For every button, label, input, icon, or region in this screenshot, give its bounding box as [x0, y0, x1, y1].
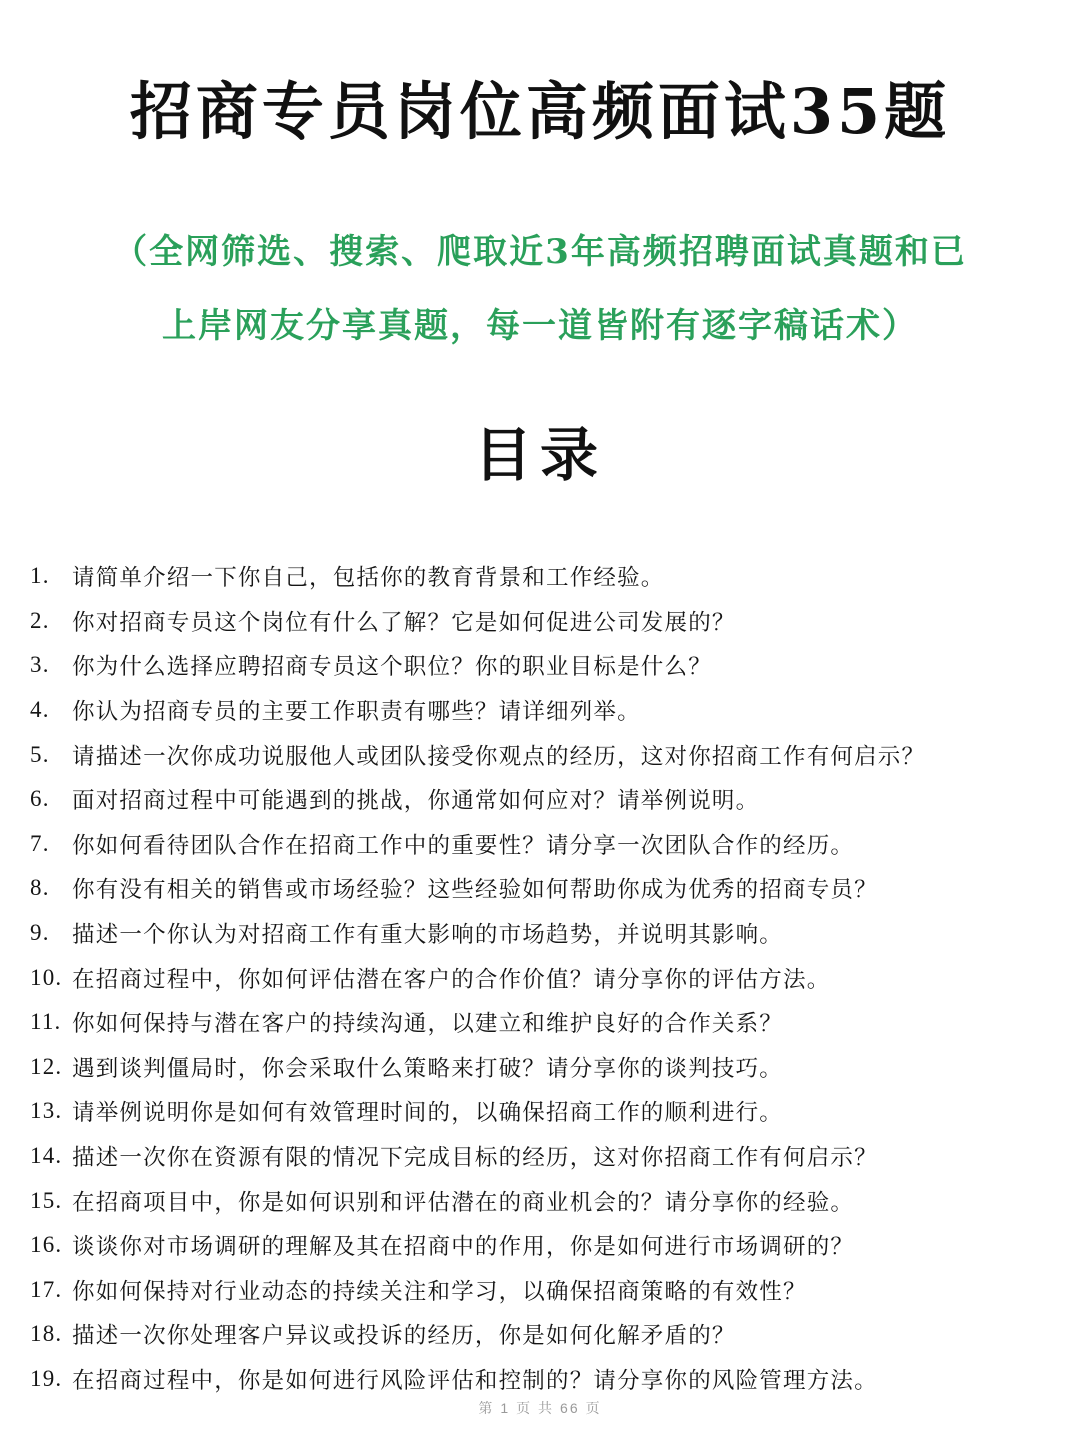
toc-item [30, 688, 1060, 733]
toc-item [30, 732, 1060, 777]
toc-item-text: 请描述一次你成功说服他人或团队接受你观点的经历，这对你招商工作有何启示？ [72, 743, 926, 770]
toc-item-text: 谈谈你对市场调研的理解及其在招商中的作用，你是如何进行市场调研的？ [72, 1234, 855, 1261]
toc-item-text: 你如何看待团队合作在招商工作中的重要性？请分享一次团队合作的经历。 [72, 832, 855, 859]
toc-item-number: 2. [30, 607, 50, 633]
toc-item [30, 955, 1060, 1000]
subtitle-line-2: 上岸网友分享真题，每一道皆附有逐字稿话术） [162, 306, 918, 346]
footer-prefix: 第 [478, 1400, 495, 1416]
toc-item [30, 1134, 1060, 1179]
toc-item-number: 15. [30, 1187, 63, 1213]
toc-item [30, 1357, 1060, 1402]
toc-item-text: 你有没有相关的销售或市场经验？这些经验如何帮助你成为优秀的招商专员？ [72, 877, 878, 904]
toc-item-number: 16. [30, 1232, 63, 1258]
toc-item-number: 19. [30, 1365, 63, 1391]
toc-item [30, 1045, 1060, 1090]
toc-item [30, 1268, 1060, 1313]
toc-item-number: 8. [30, 875, 50, 901]
toc-item-text: 描述一次你在资源有限的情况下完成目标的经历，这对你招商工作有何启示？ [72, 1145, 878, 1172]
toc-item-number: 13. [30, 1098, 63, 1124]
toc-item-number: 10. [30, 964, 63, 990]
toc-item-number: 4. [30, 697, 50, 723]
toc-item-number: 9. [30, 920, 50, 946]
toc-item [30, 1223, 1060, 1268]
toc-item-number: 17. [30, 1276, 63, 1302]
toc-item-text: 描述一个你认为对招商工作有重大影响的市场趋势，并说明其影响。 [72, 922, 784, 949]
toc-item-text: 遇到谈判僵局时，你会采取什么策略来打破？请分享你的谈判技巧。 [72, 1055, 784, 1082]
toc-item-number: 12. [30, 1053, 63, 1079]
table-of-contents [30, 554, 1060, 1401]
toc-item-number: 11. [30, 1009, 62, 1035]
toc-item-number: 7. [30, 830, 50, 856]
document-title: 招商专员岗位高频面试35题 [129, 75, 951, 148]
toc-item [30, 1000, 1060, 1045]
footer-suffix: 页 [585, 1400, 602, 1416]
toc-item [30, 866, 1060, 911]
toc-item-number: 3. [30, 652, 50, 678]
toc-item-number: 6. [30, 786, 50, 812]
toc-item [30, 554, 1060, 599]
toc-item-text: 你认为招商专员的主要工作职责有哪些？请详细列举。 [72, 699, 641, 726]
toc-item-text: 你如何保持对行业动态的持续关注和学习，以确保招商策略的有效性？ [72, 1278, 807, 1305]
footer-middle: 页 共 [516, 1400, 555, 1416]
toc-item [30, 643, 1060, 688]
toc-item-text: 你对招商专员这个岗位有什么了解？它是如何促进公司发展的？ [72, 609, 736, 636]
toc-item-text: 请举例说明你是如何有效管理时间的，以确保招商工作的顺利进行。 [72, 1100, 784, 1127]
toc-heading: 目录 [473, 421, 606, 489]
toc-item [30, 599, 1060, 644]
toc-item-text: 请简单介绍一下你自己，包括你的教育背景和工作经验。 [72, 565, 665, 592]
toc-item-number: 14. [30, 1143, 63, 1169]
toc-item [30, 1312, 1060, 1357]
toc-item-number: 5. [30, 741, 50, 767]
toc-item-text: 在招商项目中，你是如何识别和评估潜在的商业机会的？请分享你的经验。 [72, 1189, 855, 1216]
toc-item [30, 1089, 1060, 1134]
toc-item-text: 描述一次你处理客户异议或投诉的经历，你是如何化解矛盾的？ [72, 1323, 736, 1350]
toc-item [30, 777, 1060, 822]
toc-item-text: 你如何保持与潜在客户的持续沟通，以建立和维护良好的合作关系？ [72, 1011, 784, 1038]
toc-item-text: 你为什么选择应聘招商专员这个职位？你的职业目标是什么？ [72, 654, 712, 681]
page-footer [0, 1398, 1080, 1418]
toc-item-text: 在招商过程中，你是如何进行风险评估和控制的？请分享你的风险管理方法。 [72, 1367, 878, 1394]
subtitle-line-1: （全网筛选、搜索、爬取近3年高频招聘面试真题和已 [113, 232, 967, 272]
current-page-number: 1 [500, 1400, 511, 1416]
toc-item-text: 在招商过程中，你如何评估潜在客户的合作价值？请分享你的评估方法。 [72, 966, 831, 993]
toc-item-number: 18. [30, 1321, 63, 1347]
total-page-count: 66 [560, 1400, 580, 1416]
toc-item-number: 1. [30, 563, 50, 589]
toc-item [30, 822, 1060, 867]
toc-item-text: 面对招商过程中可能遇到的挑战，你通常如何应对？请举例说明。 [72, 788, 760, 815]
toc-item [30, 1178, 1060, 1223]
toc-item [30, 911, 1060, 956]
